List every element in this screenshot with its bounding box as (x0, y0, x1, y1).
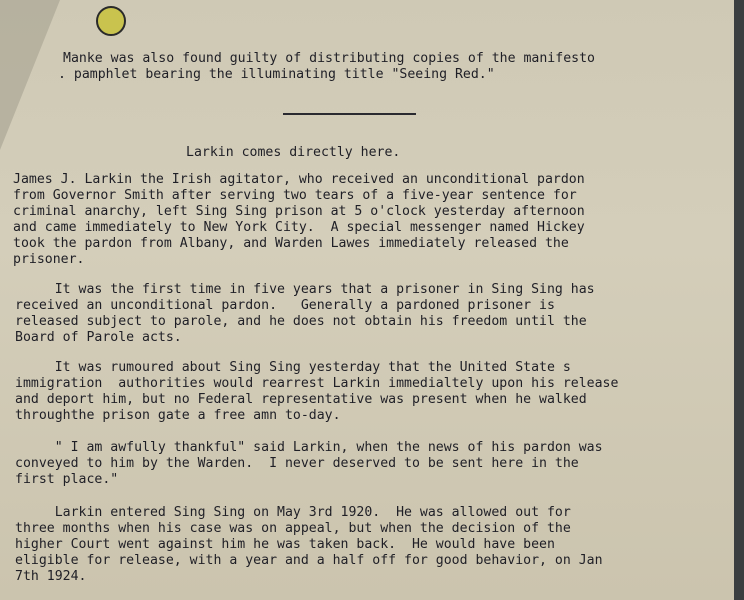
para2-line: Board of Parole acts. (15, 330, 182, 345)
para3-line: It was rumoured about Sing Sing yesterday that the United State s (15, 360, 571, 375)
heading: Larkin comes directly here. (186, 145, 401, 160)
para5-line: higher Court went against him he was taken back. He would have been (15, 537, 555, 552)
para4-line: first place." (15, 472, 119, 487)
para5-line: 7th 1924. (15, 569, 87, 584)
para5-line: three months when his case was on appeal, but when the decision of the (15, 521, 571, 536)
para1-line: criminal anarchy, left Sing Sing prison at 5 o'clock yesterday afternoon (13, 204, 585, 219)
para2-line: It was the first time in five years that a prisoner in Sing Sing has (15, 282, 595, 297)
para4-line: " I am awfully thankful" said Larkin, when the news of his pardon was (15, 440, 603, 455)
para3-line: throughthe prison gate a free amn to-day. (15, 408, 341, 423)
para4-line: conveyed to him by the Warden. I never deserved to be sent here in the (15, 456, 579, 471)
binding-string-icon (96, 6, 126, 36)
para5-line: Larkin entered Sing Sing on May 3rd 1920. He was allowed out for (15, 505, 571, 520)
folded-corner (0, 0, 60, 150)
page-edge-shadow (734, 0, 744, 600)
para5-line: eligible for release, with a year and a half off for good behavior, on Jan (15, 553, 603, 568)
intro-line: . pamphlet bearing the illuminating title "Seeing Red." (58, 67, 495, 82)
section-divider (283, 113, 416, 115)
para3-line: immigration authorities would rearrest Larkin immedialtely upon his release (15, 376, 619, 391)
para1-line: James J. Larkin the Irish agitator, who received an unconditional pardon (13, 172, 585, 187)
para1-line: and came immediately to New York City. A special messenger named Hickey (13, 220, 585, 235)
para3-line: and deport him, but no Federal representative was present when he walked (15, 392, 587, 407)
para2-line: received an unconditional pardon. Generally a pardoned prisoner is (15, 298, 555, 313)
para2-line: released subject to parole, and he does not obtain his freedom until the (15, 314, 587, 329)
intro-line: Manke was also found guilty of distributing copies of the manifesto (63, 51, 595, 66)
para1-line: took the pardon from Albany, and Warden Lawes immediately released the (13, 236, 569, 251)
para1-line: prisoner. (13, 252, 85, 267)
para1-line: from Governor Smith after serving two tears of a five-year sentence for (13, 188, 577, 203)
